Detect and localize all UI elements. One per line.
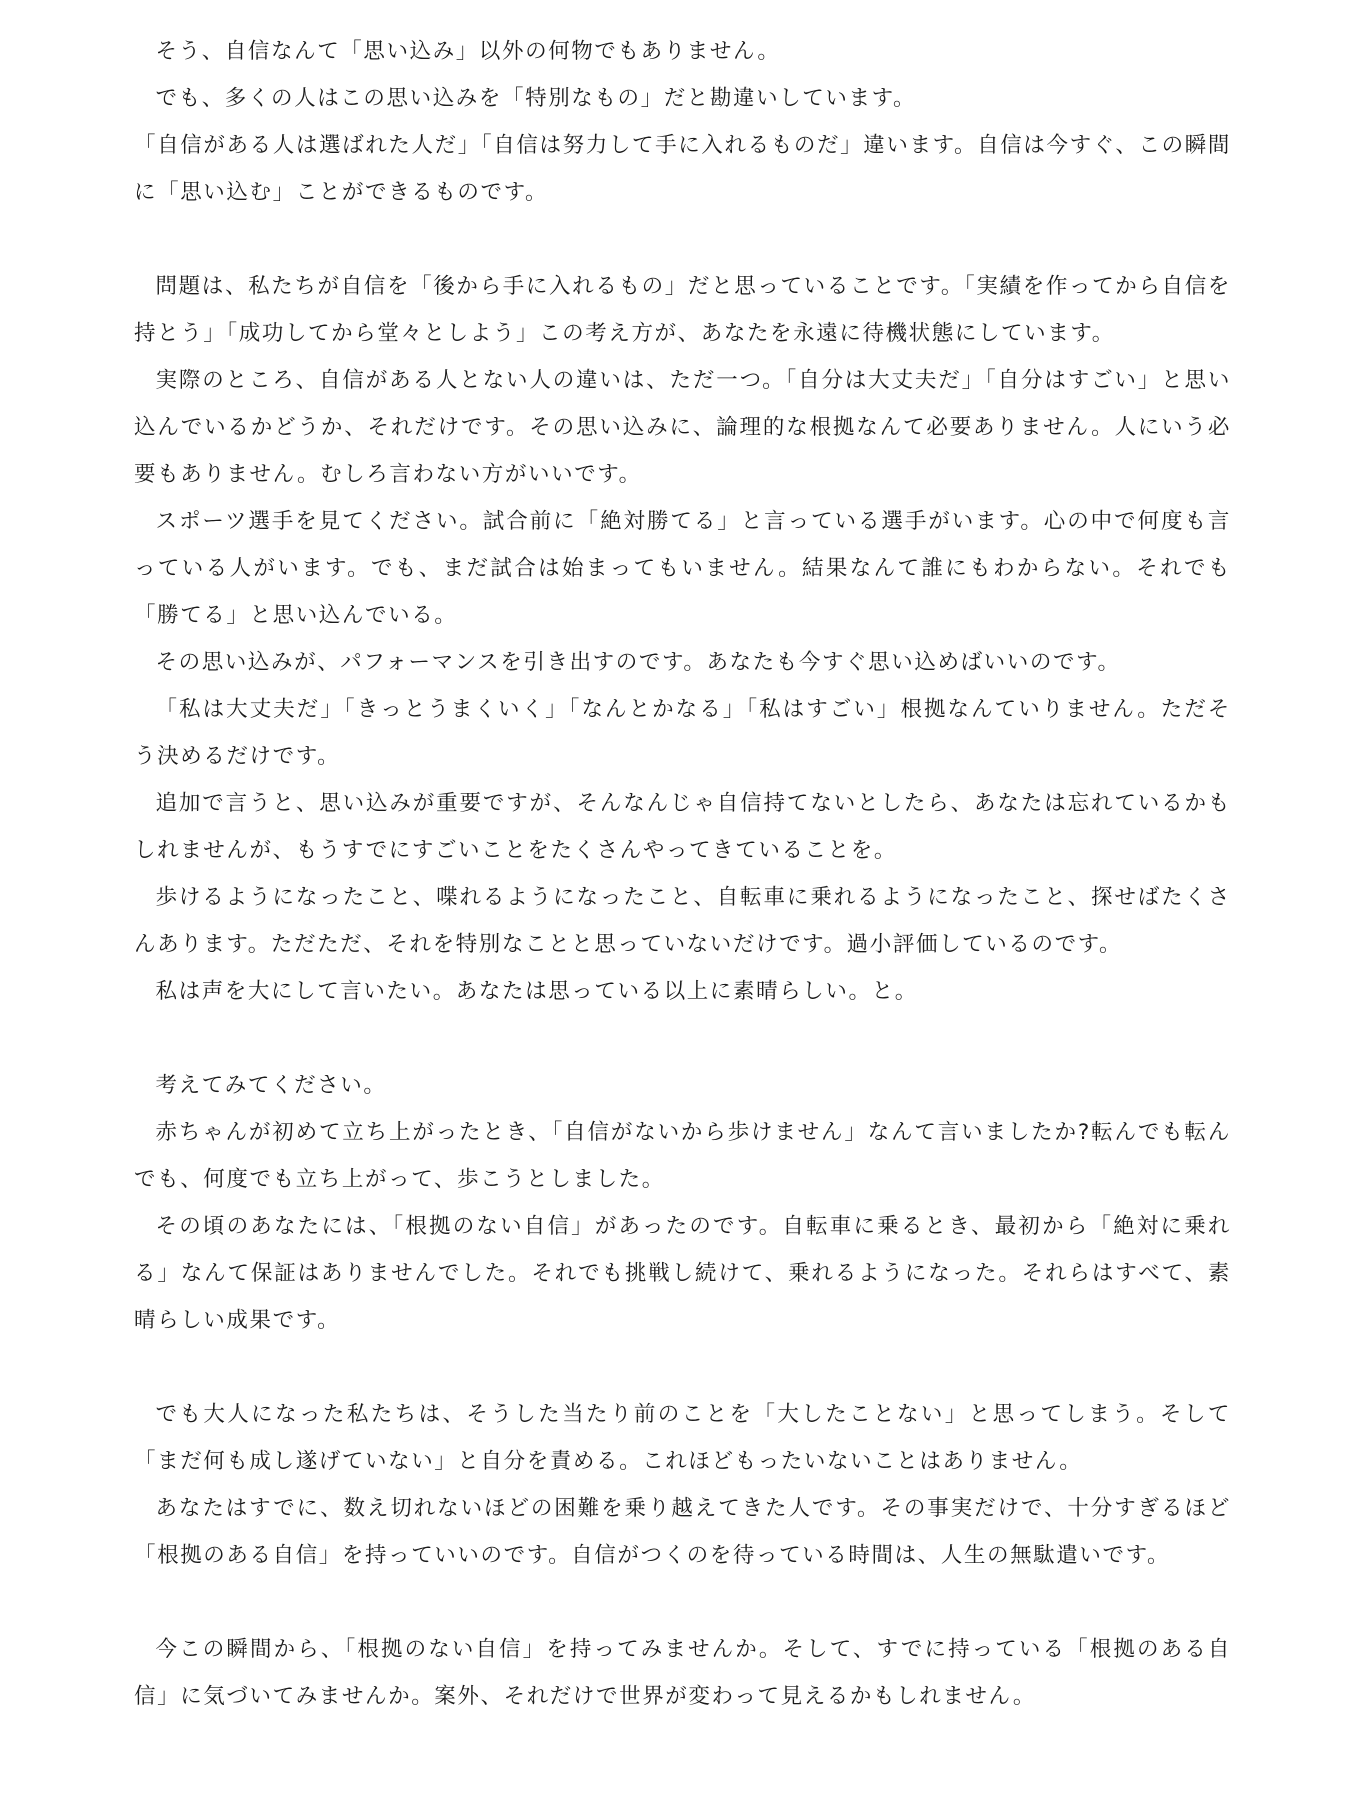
paragraph: 「自信がある人は選ばれた人だ」「自信は努力して手に入れるものだ」違います。自信は今すぐ、この瞬間に「思い込む」ことができるものです。 (134, 133, 1231, 205)
paragraph: 問題は、私たちが自信を「後から手に入れるもの」だと思っていることです。「実績を作ってから自信を持とう」「成功してから堂々としよう」この考え方が、あなたを永遠に待機状態にしています。 (134, 274, 1231, 346)
paragraph: 実際のところ、自信がある人とない人の違いは、ただ一つ。「自分は大丈夫だ」「自分はすごい」と思い込んでいるかどうか、それだけです。その思い込みに、論理的な根拠なんて必要ありません。人にいう必要もありません。むしろ言わない方がいいです。 (134, 368, 1231, 487)
paragraph: その頃のあなたには、「根拠のない自信」があったのです。自転車に乗るとき、最初から「絶対に乗れる」なんて保証はありませんでした。それでも挑戦し続けて、乗れるようになった。それらはすべて、素晴らしい成果です。 (134, 1214, 1231, 1333)
paragraph: 考えてみてください。 (155, 1073, 387, 1098)
paragraph: スポーツ選手を見てください。試合前に「絶対勝てる」と言っている選手がいます。心の中で何度も言っている人がいます。でも、まだ試合は始まってもいません。結果なんて誰にもわからない。それでも「勝てる」と思い込んでいる。 (134, 509, 1231, 628)
paragraph: その思い込みが、パフォーマンスを引き出すのです。あなたも今すぐ思い込めばいいのです。 (155, 650, 1121, 675)
paragraph: でも、多くの人はこの思い込みを「特別なもの」だと勘違いしています。 (155, 86, 917, 111)
paragraph-spacer (134, 216, 1231, 263)
paragraph: でも大人になった私たちは、そうした当たり前のことを「大したことない」と思ってしまう。そして「まだ何も成し遂げていない」と自分を責める。これほどもったいないことはありません。 (134, 1402, 1231, 1474)
paragraph-spacer (134, 1344, 1231, 1391)
paragraph: あなたはすでに、数え切れないほどの困難を乗り越えてきた人です。その事実だけで、十分すぎるほど「根拠のある自信」を持っていいのです。自信がつくのを待っている時間は、人生の無駄遣いです。 (134, 1496, 1231, 1568)
paragraph: そう、自信なんて「思い込み」以外の何物でもありません。 (155, 39, 781, 64)
paragraph-spacer (134, 1015, 1231, 1062)
paragraph: 追加で言うと、思い込みが重要ですが、そんなんじゃ自信持てないとしたら、あなたは忘れているかもしれませんが、もうすでにすごいことをたくさんやってきていることを。 (134, 791, 1231, 863)
paragraph: 今この瞬間から、「根拠のない自信」を持ってみませんか。そして、すでに持っている「根拠のある自信」に気づいてみませんか。案外、それだけで世界が変わって見えるかもしれません。 (134, 1637, 1231, 1709)
paragraph: 私は声を大にして言いたい。あなたは思っている以上に素晴らしい。と。 (155, 979, 918, 1004)
paragraph: 赤ちゃんが初めて立ち上がったとき、「自信がないから歩けません」なんて言いましたか?転んでも転んでも、何度でも立ち上がって、歩こうとしました。 (134, 1120, 1231, 1192)
paragraph-spacer (134, 1579, 1231, 1626)
paragraph: 歩けるようになったこと、喋れるようになったこと、自転車に乗れるようになったこと、探せばたくさんあります。ただただ、それを特別なことと思っていないだけです。過小評価しているのです。 (134, 885, 1231, 957)
paragraph: 「私は大丈夫だ」「きっとうまくいく」「なんとかなる」「私はすごい」根拠なんていりません。ただそう決めるだけです。 (134, 697, 1231, 769)
